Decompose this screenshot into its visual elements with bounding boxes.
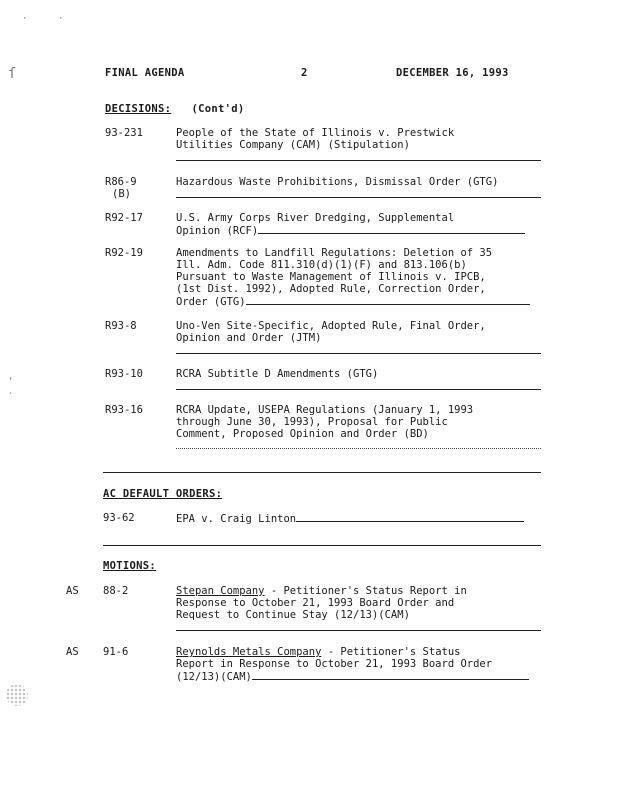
signature-line: [176, 160, 541, 161]
item-text: [176, 512, 541, 525]
item-text: [176, 176, 541, 188]
item-code-sub: (B): [112, 188, 131, 200]
item-text: [176, 368, 541, 380]
signature-line: [246, 295, 530, 305]
item-text: [176, 404, 541, 440]
item-code: R86-9: [105, 176, 137, 188]
item-line: through June 30, 1993), Proposal for Public: [176, 416, 448, 428]
motion-party: Reynolds Metals Company: [176, 646, 322, 658]
decisions-heading-row: [105, 103, 245, 115]
item-line: Request to Continue Stay (12/13)(CAM): [176, 609, 410, 621]
item-code: 91-6: [103, 646, 129, 658]
signature-line: [176, 353, 541, 354]
agenda-date: DECEMBER 16, 1993: [396, 67, 509, 79]
decisions-heading: DECISIONS:: [105, 103, 172, 115]
page-number: 2: [301, 67, 308, 79]
scan-mark: ſ: [8, 66, 17, 82]
scan-mark: ,: [8, 372, 14, 382]
item-code: R92-17: [105, 212, 143, 224]
item-line: RCRA Update, USEPA Regulations (January 1, 1993: [176, 404, 474, 416]
item-line: Opinion (RCF): [176, 225, 259, 237]
item-line: People of the State of Illinois v. Prestwick: [176, 127, 455, 139]
item-text: [176, 320, 541, 344]
item-code: 93-231: [105, 127, 143, 139]
item-line: - Petitioner's Status Report in: [270, 585, 467, 597]
item-line: Utilities Company (CAM) (Stipulation): [176, 139, 410, 151]
signature-line: [252, 670, 529, 680]
item-line: EPA v. Craig Linton: [176, 513, 297, 525]
motions-heading: MOTIONS:: [103, 560, 156, 572]
motion-prefix: AS: [66, 585, 79, 597]
decisions-cont: (Cont'd): [191, 103, 245, 115]
item-text: [176, 585, 541, 621]
item-code: R93-8: [105, 320, 137, 332]
item-line: RCRA Subtitle D Amendments (GTG): [176, 368, 379, 380]
section-divider: [103, 545, 541, 546]
agenda-title: FINAL AGENDA: [105, 67, 185, 79]
item-line: Hazardous Waste Prohibitions, Dismissal Order (GTG): [176, 176, 499, 188]
signature-line: [296, 512, 524, 522]
item-code: R92-19: [105, 247, 143, 259]
ac-default-heading: AC DEFAULT ORDERS:: [103, 488, 223, 500]
signature-line: [176, 197, 541, 198]
item-text: [176, 247, 541, 308]
item-line: - Petitioner's Status: [327, 646, 461, 658]
item-code: R93-10: [105, 368, 143, 380]
item-line: Opinion and Order (JTM): [176, 332, 322, 344]
scan-mark: ·: [22, 14, 28, 24]
item-line: Order (GTG): [176, 296, 246, 308]
item-line: Uno-Ven Site-Specific, Adopted Rule, Final Order,: [176, 320, 486, 332]
section-divider: [103, 472, 541, 473]
item-code: 93-62: [103, 512, 135, 524]
item-text: [176, 127, 541, 151]
item-line: Pursuant to Waste Management of Illinois v. IPCB,: [176, 271, 486, 283]
motion-party: Stepan Company: [176, 585, 265, 597]
item-text: [176, 212, 541, 237]
scan-mark: ˛: [8, 385, 14, 395]
scan-noise: [6, 684, 28, 706]
signature-line: [176, 630, 541, 631]
item-line: Comment, Proposed Opinion and Order (BD): [176, 428, 429, 440]
item-text: [176, 646, 541, 683]
item-line: Ill. Adm. Code 811.310(d)(1)(F) and 813.106(b): [176, 259, 467, 271]
item-line: (1st Dist. 1992), Adopted Rule, Correction Order,: [176, 283, 486, 295]
signature-line: [258, 224, 525, 234]
item-line: Report in Response to October 21, 1993 Board Order: [176, 658, 493, 670]
item-code: R93-16: [105, 404, 143, 416]
item-line: U.S. Army Corps River Dredging, Supplemental: [176, 212, 455, 224]
signature-line: [176, 389, 541, 390]
scan-mark: ·: [58, 14, 64, 24]
motion-prefix: AS: [66, 646, 79, 658]
item-line: Amendments to Landfill Regulations: Deletion of 35: [176, 247, 493, 259]
item-code: 88-2: [103, 585, 129, 597]
item-line: Response to October 21, 1993 Board Order and: [176, 597, 455, 609]
signature-line-dotted: [176, 448, 541, 449]
item-line: (12/13)(CAM): [176, 671, 252, 683]
